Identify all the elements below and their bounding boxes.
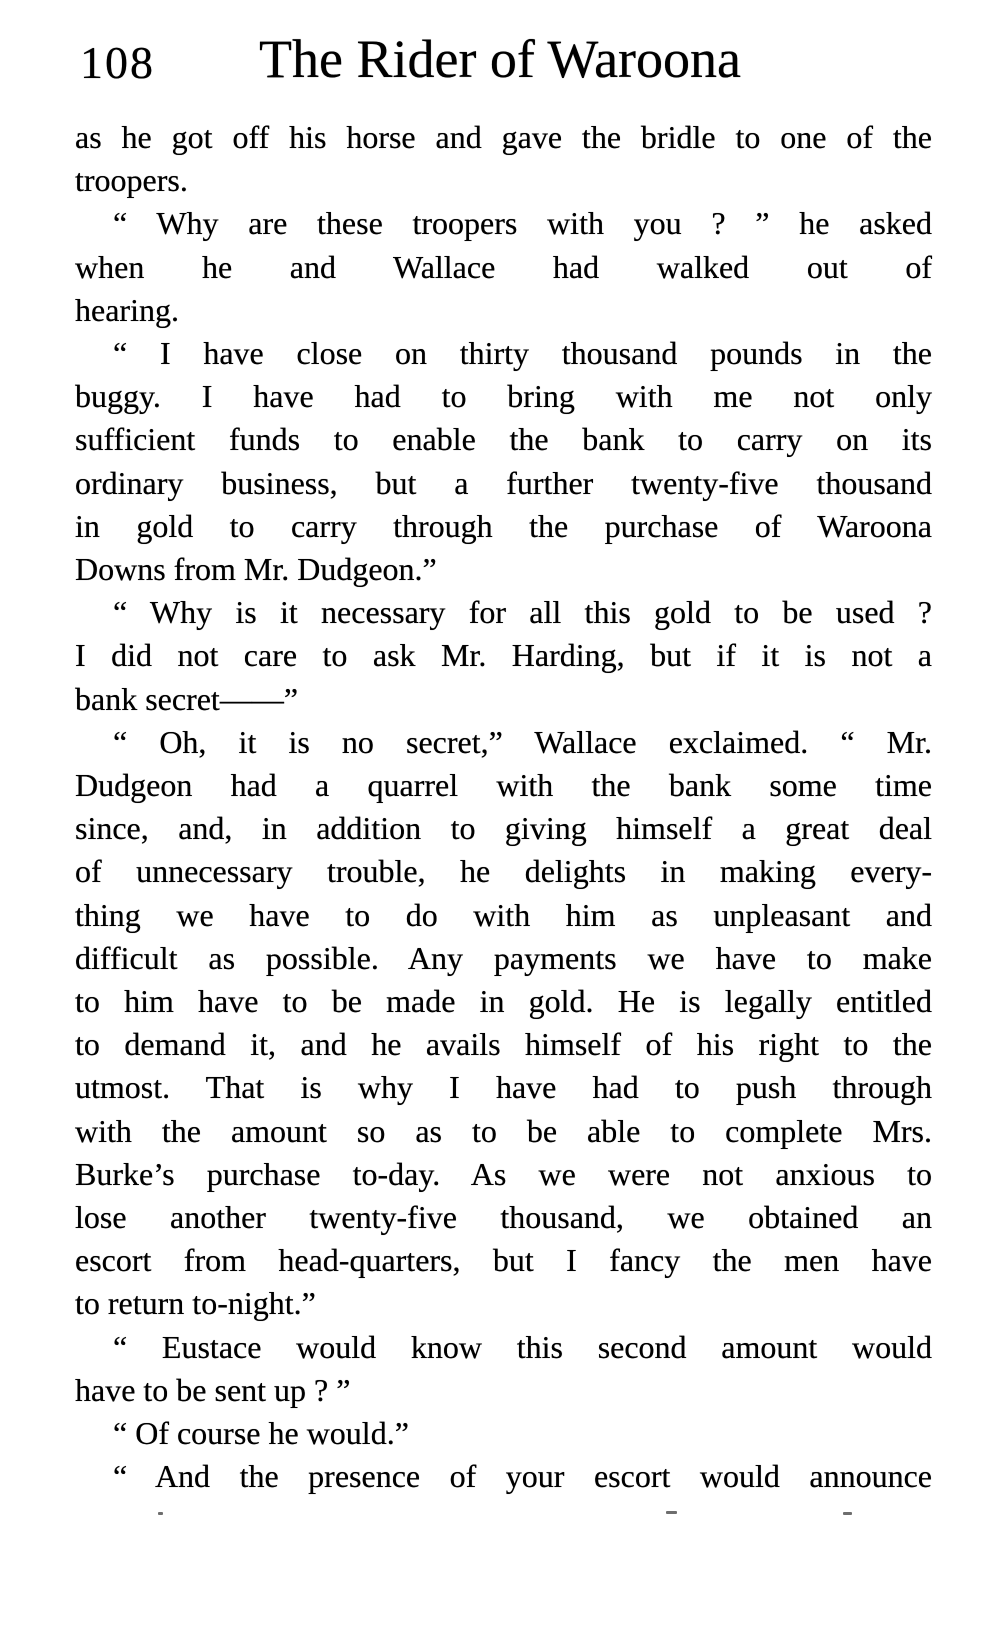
text-line: “ Eustace would know this second amount would [113, 1328, 932, 1365]
text-line: “ Of course he would.” [113, 1415, 409, 1452]
text-line: bank secret——” [75, 680, 299, 717]
text-line: “ I have close on thirty thousand pounds in the [113, 335, 932, 372]
page-number: 108 [80, 37, 155, 88]
text-line: buggy. I have had to bring with me not only [75, 378, 932, 415]
text-line: in gold to carry through the purchase of Waroona [75, 507, 932, 544]
text-line: with the amount so as to be able to complete Mrs. [75, 1112, 932, 1149]
text-line: thing we have to do with him as unpleasant and [75, 896, 932, 933]
text-body [75, 116, 932, 1499]
text-line: have to be sent up ? ” [75, 1371, 351, 1408]
print-artifact [158, 1512, 163, 1515]
text-line: hearing. [75, 291, 179, 328]
text-line: since, and, in addition to giving himself a great deal [75, 810, 932, 847]
running-header [0, 30, 1000, 92]
text-line: ordinary business, but a further twenty-five thousand [75, 464, 932, 501]
text-line: to demand it, and he avails himself of his right to the [75, 1026, 932, 1063]
text-line: Downs from Mr. Dudgeon.” [75, 551, 437, 588]
text-line: to him have to be made in gold. He is legally entitled [75, 983, 932, 1020]
text-line: of unnecessary trouble, he delights in making every- [75, 853, 932, 890]
text-line: as he got off his horse and gave the bridle to one of the [75, 119, 932, 155]
text-line: when he and Wallace had walked out of [75, 248, 932, 285]
text-line: utmost. That is why I have had to push through [75, 1069, 932, 1106]
text-line: “ And the presence of your escort would announce [113, 1458, 932, 1495]
text-line: lose another twenty-five thousand, we obtained an [75, 1199, 932, 1236]
text-line: “ Oh, it is no secret,” Wallace exclaimed. “ Mr. [113, 723, 932, 760]
page-title: The Rider of Waroona [259, 29, 741, 89]
text-line: to return to-night.” [75, 1285, 316, 1322]
print-artifact [666, 1511, 677, 1514]
text-line: Dudgeon had a quarrel with the bank some time [75, 767, 932, 804]
text-line: sufficient funds to enable the bank to carry on its [75, 421, 932, 458]
text-line: troopers. [75, 162, 188, 199]
print-artifact [843, 1512, 852, 1515]
text-line: Burke’s purchase to-day. As we were not anxious to [75, 1155, 932, 1192]
text-line: escort from head-quarters, but I fancy the men have [75, 1242, 932, 1279]
text-line: “ Why are these troopers with you ? ” he asked [113, 205, 932, 242]
text-line: “ Why is it necessary for all this gold to be used ? [113, 594, 932, 631]
text-line: difficult as possible. Any payments we have to make [75, 939, 932, 976]
text-line: I did not care to ask Mr. Harding, but if it is not a [75, 637, 932, 674]
